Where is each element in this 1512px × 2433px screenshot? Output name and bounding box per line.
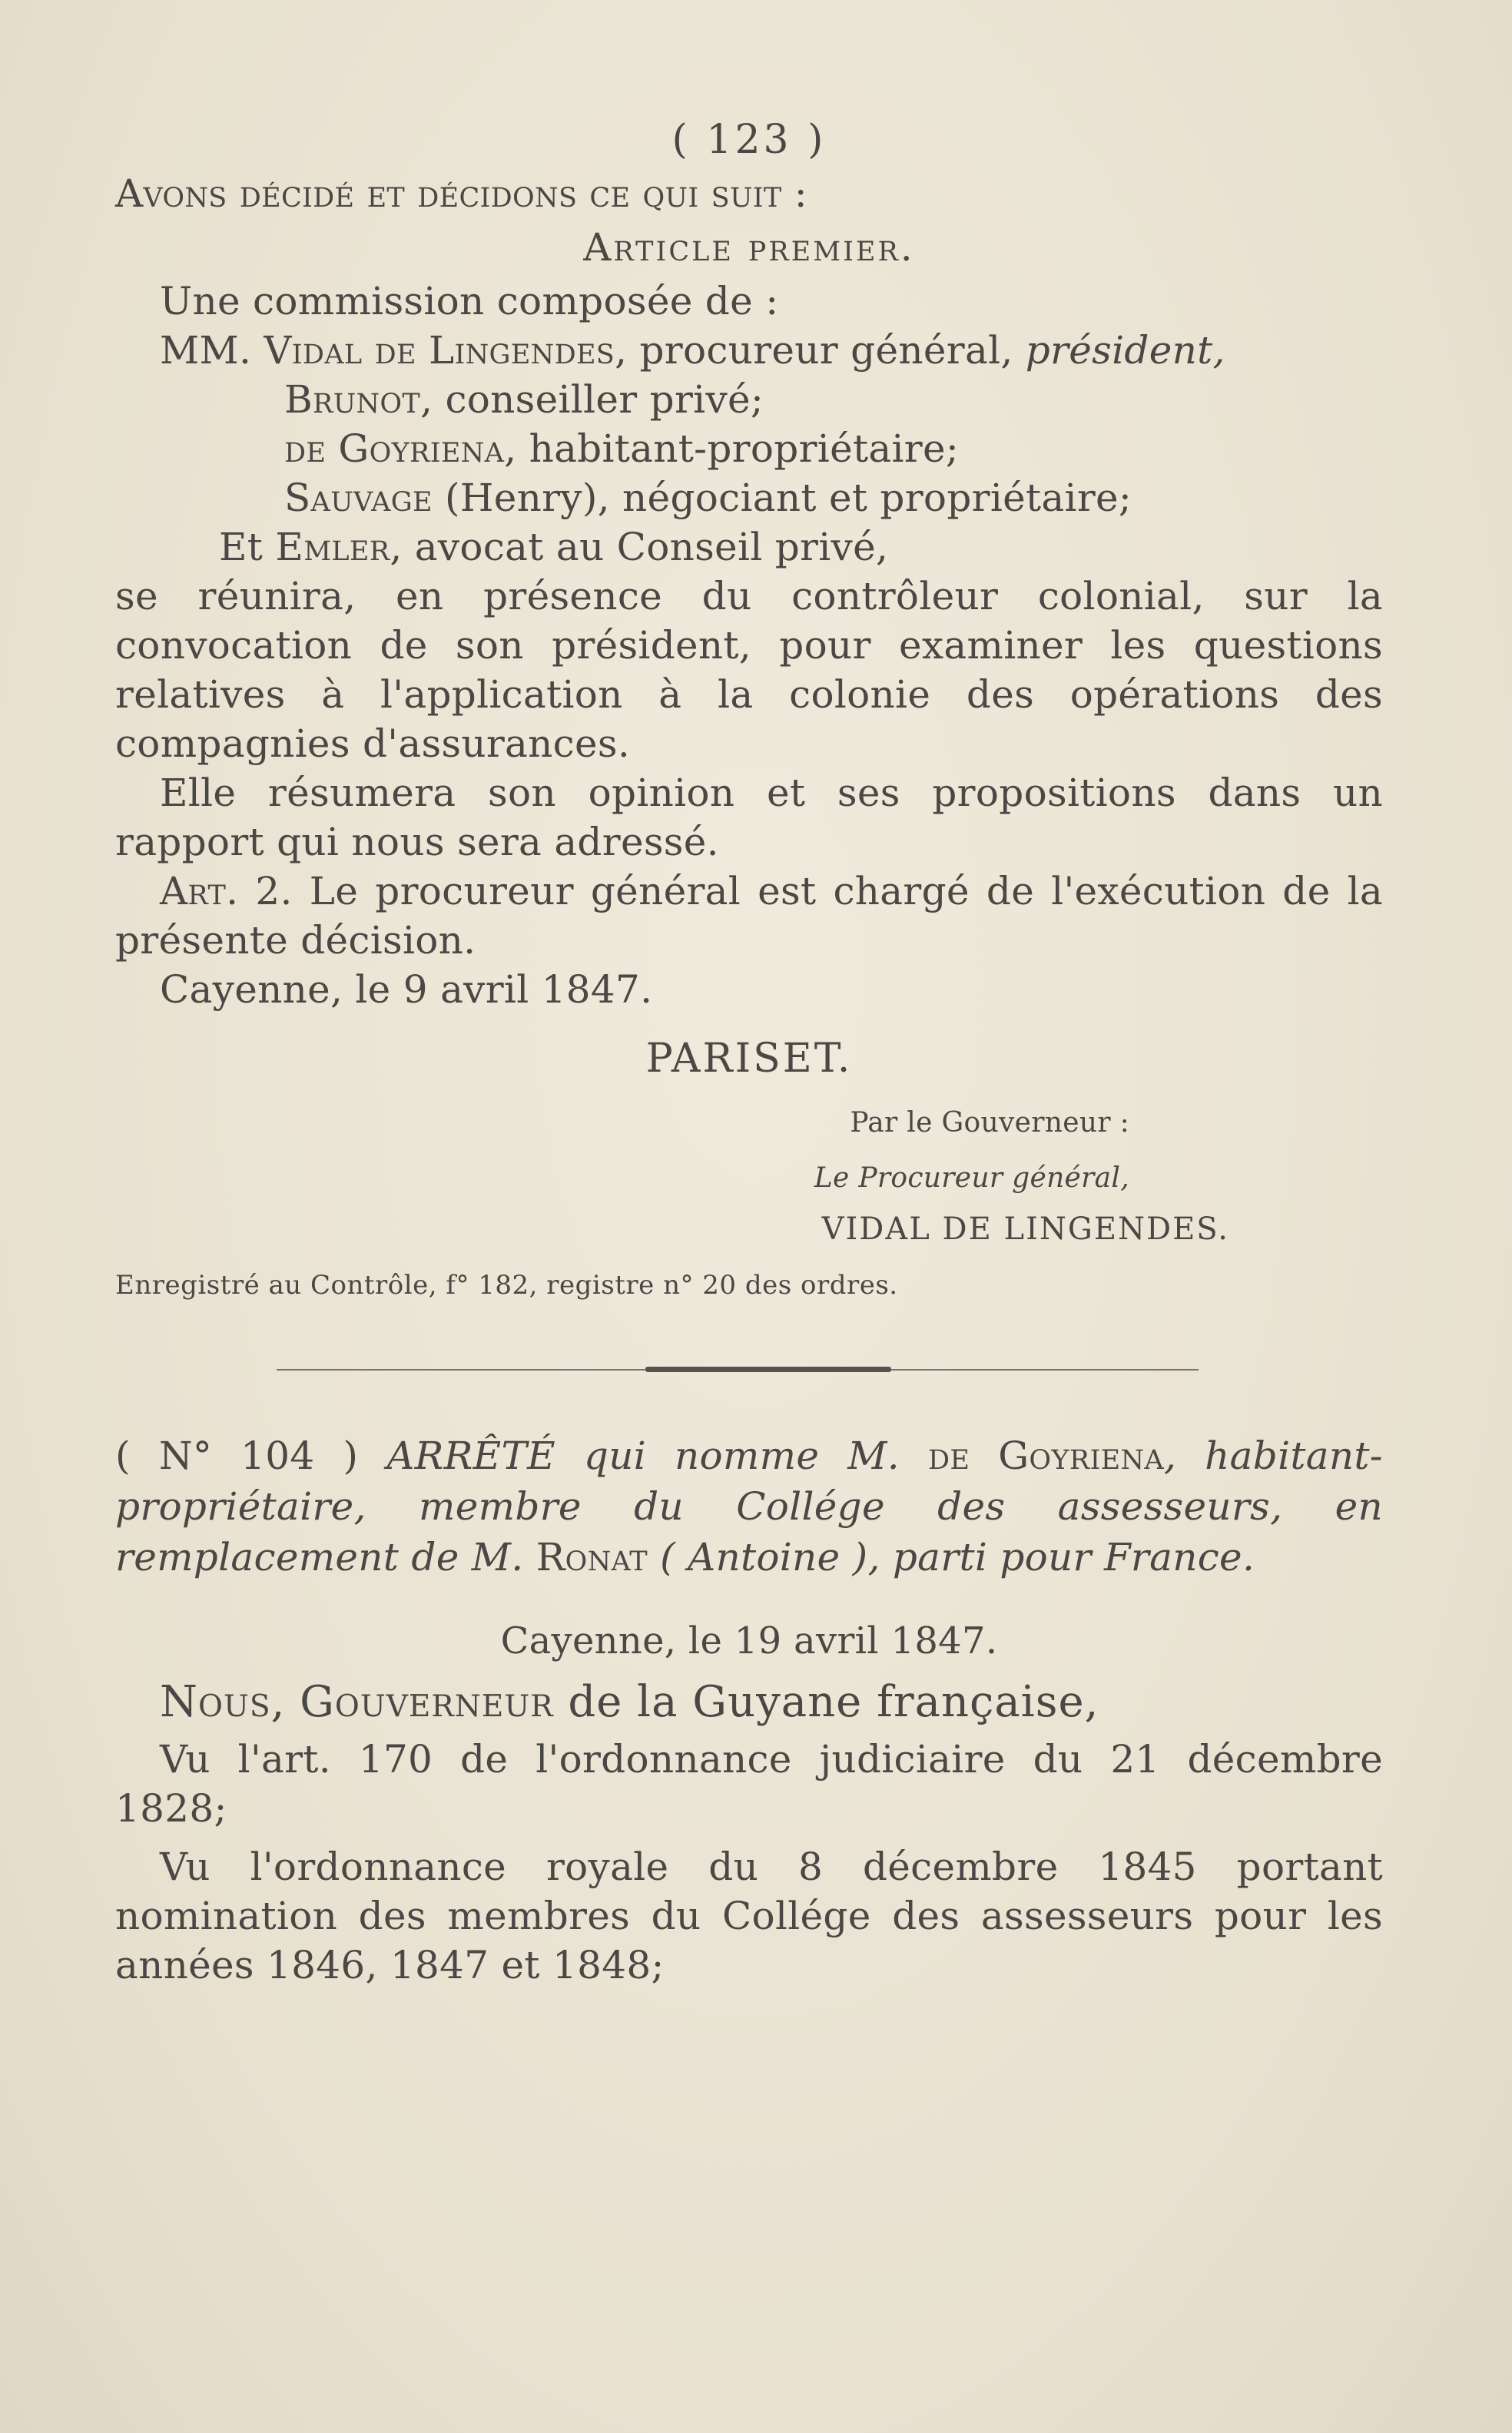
member-line bbox=[115, 424, 1383, 473]
member-name: Brunot bbox=[284, 377, 421, 422]
member-name: de Goyriena bbox=[284, 426, 505, 471]
member-name: Vidal de Lingendes bbox=[264, 328, 615, 373]
arrete-title-b: , habitant-propriétaire, membre du Collége des assesseurs, en remplacement de M. bbox=[115, 1434, 1383, 1579]
member-name: Emler bbox=[275, 525, 390, 569]
paragraph: se réunira, en présence du contrôleur colonial, sur la convocation de son président, pour examiner les questions relatives à l'application à la colonie des opérations des compagnies d'assurances. bbox=[115, 574, 1383, 766]
governor-heading: Nous, Gouverneur de la Guyane française, bbox=[160, 1677, 1099, 1727]
member-line bbox=[115, 473, 1383, 522]
signature: PARISET. bbox=[645, 1036, 853, 1082]
by-governor: Par le Gouverneur : bbox=[850, 1107, 1129, 1139]
member-role: , habitant-propriétaire; bbox=[504, 426, 960, 471]
article-text: Le procureur général est chargé de l'exécution de la présente décision. bbox=[115, 869, 1383, 963]
arrete-number: ( N° 104 ) bbox=[115, 1434, 359, 1478]
article-title: Article premier. bbox=[583, 225, 915, 270]
arrete-title bbox=[115, 1430, 1383, 1583]
member-prefix: MM. bbox=[160, 328, 252, 373]
member-line bbox=[115, 375, 1383, 424]
member-role-italic: président, bbox=[1025, 328, 1225, 373]
considerant: Vu l'ordonnance royale du 8 décembre 1845 portant nomination des membres du Collége des assesseurs pour les années 1846, 1847 et 1848; bbox=[115, 1845, 1383, 1987]
article-2 bbox=[115, 867, 1383, 965]
member-role: , avocat au Conseil privé, bbox=[390, 525, 889, 569]
decision-opening: Avons décidé et décidons ce qui suit : bbox=[115, 171, 807, 216]
procureur-title: Le Procureur général, bbox=[814, 1162, 1129, 1194]
commission-intro: Une commission composée de : bbox=[160, 279, 779, 323]
member-role: , procureur général, bbox=[615, 328, 1026, 373]
arrete-name-b: Ronat bbox=[536, 1535, 648, 1579]
arrete-title-a: ARRÊTÉ qui nomme M. bbox=[386, 1434, 900, 1478]
page-number: ( 123 ) bbox=[671, 117, 827, 163]
considerant: Vu l'art. 170 de l'ordonnance judiciaire du 21 décembre 1828; bbox=[115, 1737, 1383, 1831]
divider-ornament bbox=[645, 1367, 891, 1372]
place-date: Cayenne, le 9 avril 1847. bbox=[160, 967, 653, 1012]
arrete-name-a: de Goyriena bbox=[927, 1434, 1164, 1478]
arrete-date: Cayenne, le 19 avril 1847. bbox=[500, 1619, 998, 1662]
member-line bbox=[115, 326, 1383, 375]
member-role: (Henry), négociant et propriétaire; bbox=[432, 476, 1132, 520]
procureur-name: VIDAL DE LINGENDES. bbox=[821, 1212, 1229, 1247]
page-content bbox=[115, 115, 1383, 1990]
article-label: Art. 2. bbox=[160, 869, 293, 913]
registry-note: Enregistré au Contrôle, f° 182, registre n° 20 des ordres. bbox=[115, 1270, 898, 1301]
arrete-title-c: ( Antoine ), parti pour France. bbox=[660, 1535, 1255, 1579]
member-prefix: Et bbox=[219, 525, 264, 569]
paragraph: Elle résumera son opinion et ses propositions dans un rapport qui nous sera adressé. bbox=[115, 771, 1383, 864]
member-role: , conseiller privé; bbox=[420, 377, 764, 422]
section-divider bbox=[115, 1347, 1383, 1394]
member-name: Sauvage bbox=[284, 476, 433, 520]
member-line bbox=[115, 522, 1383, 572]
